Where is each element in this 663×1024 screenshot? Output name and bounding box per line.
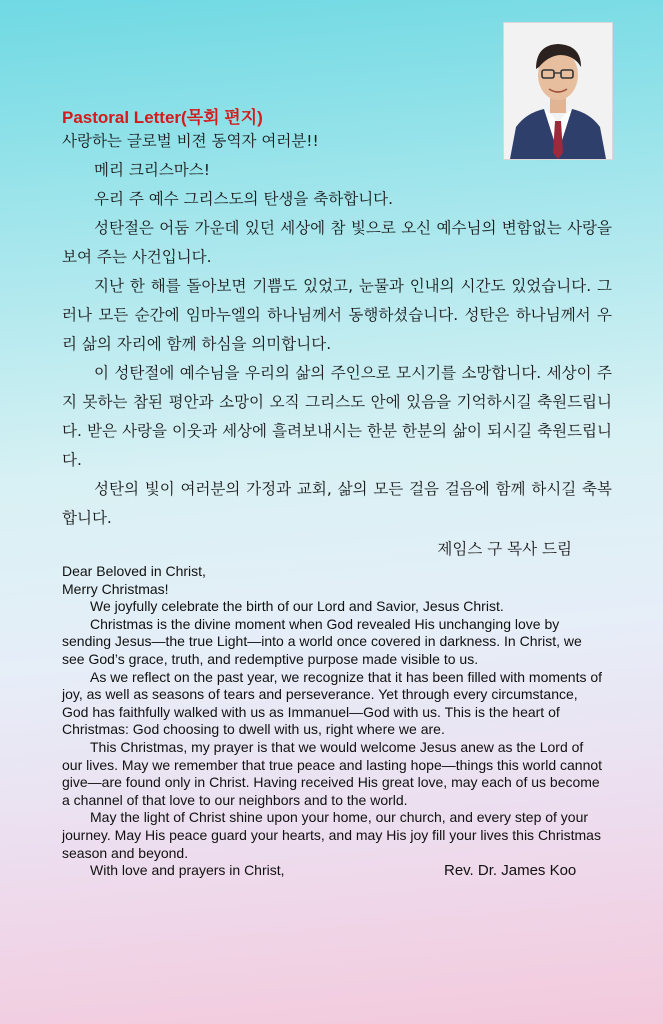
english-closing: With love and prayers in Christ, bbox=[90, 862, 285, 879]
english-letter bbox=[62, 563, 607, 880]
korean-paragraph: 성탄절은 어둠 가운데 있던 세상에 참 빛으로 오신 예수님의 변함없는 사랑을 보여 주는 사건입니다. bbox=[62, 219, 612, 266]
korean-paragraph: 성탄의 빛이 여러분의 가정과 교회, 삶의 모든 걸음 걸음에 함께 하시길 축복합니다. bbox=[62, 480, 612, 527]
page-title: Pastoral Letter(목회 편지) bbox=[62, 108, 263, 127]
english-salutation: Dear Beloved in Christ, bbox=[62, 563, 206, 579]
korean-paragraph: 이 성탄절에 예수님을 우리의 삶의 주인으로 모시기를 소망합니다. 세상이 주지 못하는 참된 평안과 소망이 오직 그리스도 안에 있음을 기억하시길 축원드립니다. 받은 사랑을 이웃과 세상에 흘려보내시는 한분 한분의 삶이 되시길 축원드립니다. bbox=[62, 364, 612, 469]
english-paragraph: This Christmas, my prayer is that we would welcome Jesus anew as the Lord of our lives. May we remember that true peace and lasting hope—things this world cannot give—are found only in Christ. Having received His great love, may each of us become a channel of that love to our neighbors and to the world. bbox=[62, 738, 603, 808]
english-paragraph: We joyfully celebrate the birth of our Lord and Savior, Jesus Christ. bbox=[90, 598, 504, 615]
english-paragraph: As we reflect on the past year, we recognize that it has been filled with moments of joy, as well as seasons of tears and perseverance. Yet through every circumstance, God has faithfully walked with us as Immanuel—God with us. This is the heart of Christmas: God choosing to dwell with us, right where we are. bbox=[62, 668, 603, 738]
korean-signature: 제임스 구 목사 드림 bbox=[437, 540, 572, 558]
english-greeting: Merry Christmas! bbox=[62, 580, 169, 597]
english-signature: Rev. Dr. James Koo bbox=[444, 862, 577, 880]
english-paragraph: May the light of Christ shine upon your home, our church, and every step of your journey. May His peace guard your hearts, and may His joy fill your lives this Christmas season and beyond. bbox=[62, 809, 601, 861]
korean-letter bbox=[62, 127, 612, 564]
english-paragraph: Christmas is the divine moment when God revealed His unchanging love by sending Jesus—the true Light—into a world once covered in darkness. In Christ, we see God’s grace, truth, and redemptive purpose made visible to us. bbox=[62, 615, 582, 667]
korean-paragraph: 지난 한 해를 돌아보면 기쁨도 있었고, 눈물과 인내의 시간도 있었습니다. 그러나 모든 순간에 임마누엘의 하나님께서 동행하셨습니다. 성탄은 하나님께서 우리 삶의 자리에 함께 하심을 의미합니다. bbox=[62, 277, 612, 353]
korean-greeting: 사랑하는 글로벌 비젼 동역자 여러분!! bbox=[62, 132, 319, 150]
english-closing-line bbox=[62, 862, 607, 880]
korean-paragraph: 메리 크리스마스! bbox=[94, 161, 210, 179]
korean-paragraph: 우리 주 예수 그리스도의 탄생을 축하합니다. bbox=[94, 190, 394, 208]
